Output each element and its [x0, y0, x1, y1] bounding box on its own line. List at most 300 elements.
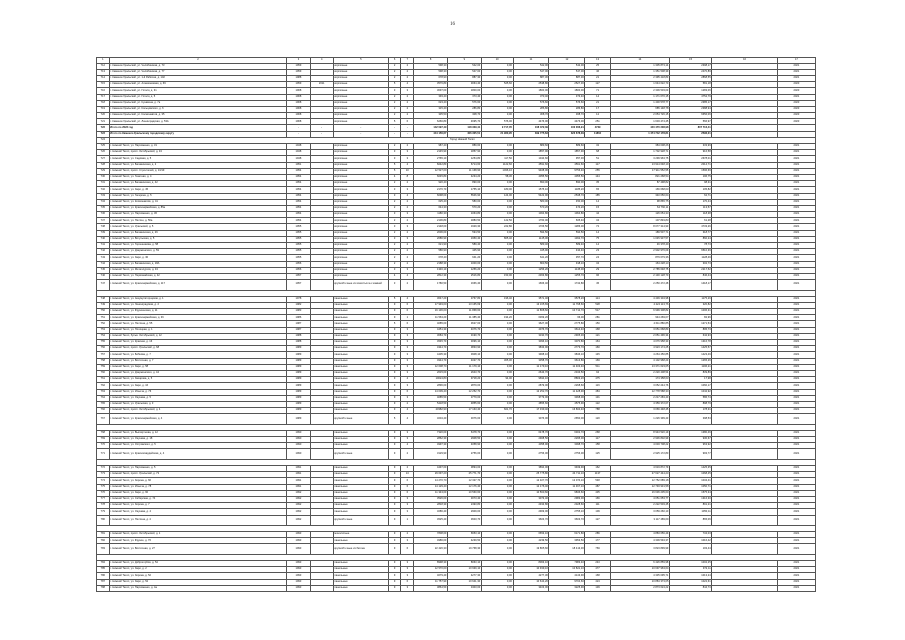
wall-material-cell: кирпичные	[333, 69, 388, 75]
nonresidential-area-cell: 0,00	[481, 94, 513, 100]
residents-cell: 14	[585, 243, 610, 249]
unit-cost-cell: 930,67	[669, 437, 711, 443]
nonresidential-area-cell: 0,00	[481, 340, 513, 346]
unit-cost-cell: 398,53	[669, 414, 711, 424]
residents-cell: 117	[585, 437, 610, 443]
residents-cell: 243	[585, 561, 610, 567]
unit-cost-cell: 302,73	[669, 261, 711, 267]
address-cell: г. Нижний Тагил, ул. Красноармейская, д. 4	[109, 414, 287, 424]
floors-cell: 3	[388, 280, 401, 290]
wall-material-cell: панельные	[333, 484, 388, 490]
total-area-cell: 12 527,00	[414, 168, 448, 174]
planned-year-cell: 2021	[777, 538, 815, 544]
private-area-cell: 2773,70	[549, 346, 585, 352]
dash-cell: -	[333, 125, 388, 131]
private-area-cell: 918,10	[549, 261, 585, 267]
entrances-cell: 13	[401, 472, 414, 478]
year-built-cell: 1991	[287, 472, 310, 478]
unit-cost-cell: 1034,41	[669, 478, 711, 484]
private-area-cell: 2268,60	[549, 383, 585, 389]
planned-year-cell: 2021	[777, 255, 815, 261]
dash-cell: -	[310, 125, 333, 131]
residents-cell: 65	[585, 187, 610, 193]
entrances-cell: 1	[401, 315, 414, 321]
premises-area-cell: 2909,00	[447, 509, 481, 515]
residential-area-cell: 13 165,69	[513, 302, 549, 308]
wall-material-cell: панельные	[333, 585, 388, 591]
private-area-cell: 6171,80	[549, 532, 585, 538]
planned-year-cell: 2021	[777, 346, 815, 352]
private-area-cell: 3613,80	[549, 358, 585, 364]
floors-cell: 9	[388, 302, 401, 308]
nonresidential-area-cell: 0,00	[481, 490, 513, 496]
floors-cell: 9	[388, 496, 401, 502]
entrances-cell: 3	[401, 395, 414, 401]
residents-cell: 487	[585, 484, 610, 490]
total-area-cell: 4344,70	[414, 346, 448, 352]
floors-cell: 2	[388, 100, 401, 106]
unit-cost-cell: 844,73	[669, 585, 711, 591]
total-area-cell: 2896,00	[414, 383, 448, 389]
address-cell: г. Каменск-Уральский, ул. Кунавина, д. 7а	[109, 100, 287, 106]
repair-cost-cell: 1 045 937,57	[610, 236, 669, 242]
planned-year-cell: 2021	[777, 395, 815, 401]
dash-cell: -	[401, 125, 414, 131]
nonresidential-area-cell: 0,00	[481, 389, 513, 395]
unit-cost-cell: 1283,06	[669, 88, 711, 94]
repair-cost-cell: 4 439 304,98	[610, 296, 669, 302]
wall-material-cell: панельные	[333, 579, 388, 585]
residents-cell: 44	[585, 212, 610, 218]
unit-cost-cell: 193,44	[669, 544, 711, 554]
residential-area-cell: 10 939,10	[513, 567, 549, 573]
year-built-cell: 1957	[287, 273, 310, 279]
private-area-cell: 4143,90	[549, 573, 585, 579]
column-number: 7	[401, 58, 414, 64]
residential-area-cell: 2493,80	[513, 503, 549, 509]
address-cell: г. Нижний Тагил, ул. Зорина, д. 52	[109, 573, 287, 579]
floors-cell: 2	[388, 181, 401, 187]
address-cell: г. Каменск-Уральский, ул. Гоголя, д. 5	[109, 94, 287, 100]
residents-cell: 185	[585, 193, 610, 199]
unit-cost-cell: 320,82	[669, 302, 711, 308]
residents-cell: 14	[585, 199, 610, 205]
repair-cost-cell: 166 668,03	[610, 187, 669, 193]
residential-area-cell: 3779,00	[513, 395, 549, 401]
address-cell: г. Нижний Тагил, ул. Восточная, д. 7	[109, 358, 287, 364]
repair-cost-cell: 1 171 070,15	[610, 94, 669, 100]
private-area-cell: 16 804,40	[549, 408, 585, 414]
residential-area-cell: 5422,90	[513, 193, 549, 199]
nonresidential-area-cell: 0,00	[481, 515, 513, 525]
private-area-cell: 1255,70	[549, 273, 585, 279]
total-area-cell: 4545,70	[414, 340, 448, 346]
nonresidential-area-cell: 0,00	[481, 478, 513, 484]
residents-cell: 424	[585, 579, 610, 585]
premises-area-cell: 12 176,40	[447, 484, 481, 490]
total-area-cell: 6045,80	[414, 174, 448, 180]
wall-material-cell: кирпичные	[333, 230, 388, 236]
unit-cost-cell: 2388,94	[669, 106, 711, 112]
residential-area-cell: 108 372,39	[513, 125, 549, 131]
total-area-cell: 2812,30	[414, 273, 448, 279]
residential-area-cell: 3073,40	[513, 496, 549, 502]
unit-cost-cell: 734,03	[669, 532, 711, 538]
wall-material-cell: крупнобл-чные	[333, 515, 388, 525]
private-area-cell: 890,00	[549, 181, 585, 187]
entrances-cell: 2	[401, 100, 414, 106]
address-cell: г. Нижний Тагил, ул. Вогульская, д. 5	[109, 236, 287, 242]
planned-year-cell: 2021	[777, 466, 815, 472]
floors-cell: 3	[388, 224, 401, 230]
year-built-cell: 1954	[287, 187, 310, 193]
column-number: 13	[585, 58, 610, 64]
planned-year-cell: 2021	[777, 401, 815, 407]
year-built-cell: 1989	[287, 389, 310, 395]
unit-cost-cell: 78,73	[669, 243, 711, 249]
year-built-cell: 1993	[287, 579, 310, 585]
year-built-cell: 1989	[287, 352, 310, 358]
total-area-cell: 1346,10	[414, 267, 448, 273]
unit-cost-cell: 61,28	[669, 218, 711, 224]
entrances-cell: 1	[401, 515, 414, 525]
total-area-cell: 678,90	[414, 75, 448, 81]
planned-year-cell: 2021	[777, 212, 815, 218]
row-number: 763	[97, 389, 110, 395]
column-number: 6	[388, 58, 401, 64]
year-built-cell: 1990	[287, 443, 310, 449]
floors-cell: 5	[388, 119, 401, 125]
row-number: 738	[97, 224, 110, 230]
row-number: 758	[97, 358, 110, 364]
repair-cost-cell: 64 760,11	[610, 205, 669, 211]
floors-cell: 3	[388, 156, 401, 162]
floors-cell: 9	[388, 327, 401, 333]
repair-cost-cell: 2 902 976,09	[610, 249, 669, 255]
planned-year-cell: 2021	[777, 579, 815, 585]
residents-cell: 21	[585, 75, 610, 81]
private-area-cell: 4055,50	[549, 174, 585, 180]
premises-area-cell: 580,00	[447, 199, 481, 205]
year-built-cell: 1993	[287, 585, 310, 591]
residential-area-cell: 11 179,10	[513, 364, 549, 370]
row-number: 728	[97, 162, 110, 168]
nonresidential-area-cell: 0,00	[481, 496, 513, 502]
premises-area-cell: 3064,40	[447, 82, 481, 88]
nonresidential-area-cell: 0,00	[481, 364, 513, 370]
repair-cost-cell: 2 250 472,48	[610, 280, 669, 290]
premises-area-cell: 12 327,70	[447, 478, 481, 484]
nonresidential-area-cell: 180,00	[481, 187, 513, 193]
row-number: 773	[97, 472, 110, 478]
repair-cost-cell: 2 785 648,75	[610, 267, 669, 273]
residential-area-cell: 4476,00	[513, 119, 549, 125]
residential-area-cell: 3908,10	[513, 352, 549, 358]
row-number: 737	[97, 218, 110, 224]
repair-cost-cell: 17 911 552,55	[610, 168, 669, 174]
nonresidential-area-cell: 0,00	[481, 579, 513, 585]
wall-material-cell: кирпичные	[333, 162, 388, 168]
entrances-cell: 3	[401, 212, 414, 218]
total-area-cell: 14 009,40	[414, 389, 448, 395]
repair-cost-cell: 2 217 283,40	[610, 395, 669, 401]
unit-cost-cell: 993,77	[669, 449, 711, 459]
residential-area-cell: 1145,00	[513, 236, 549, 242]
residential-area-cell: 641,20	[513, 255, 549, 261]
row-number: 757	[97, 352, 110, 358]
row-number: 752	[97, 321, 110, 327]
premises-area-cell: 118 329,41	[447, 125, 481, 131]
planned-year-cell: 2021	[777, 193, 815, 199]
floors-cell: 3	[388, 187, 401, 193]
max-cost-cell	[712, 515, 778, 525]
nonresidential-area-cell: 0,00	[481, 443, 513, 449]
wall-material-cell: панельные	[333, 389, 388, 395]
floors-cell: 9	[388, 358, 401, 364]
planned-year-cell: 2021	[777, 144, 815, 150]
total-area-cell: 29 697,20	[414, 472, 448, 478]
private-area-cell: 373,40	[549, 94, 585, 100]
entrances-cell: 3	[401, 346, 414, 352]
floors-cell: 9	[388, 383, 401, 389]
wall-material-cell: кирпичные	[333, 63, 388, 69]
residential-area-cell: 11 868,60	[513, 309, 549, 315]
address-cell: г. Нижний Тагил, ул. Пархоменко, д. 4а	[109, 585, 287, 591]
residential-area-cell: 286,80	[513, 106, 549, 112]
total-area-cell: 4944,70	[414, 358, 448, 364]
total-area-cell: 4997,30	[414, 443, 448, 449]
address-cell: г. Нижний Тагил, ул. Зари, д. 52	[109, 579, 287, 585]
wall-material-cell: кирпичные	[333, 100, 388, 106]
year-built-cell: 1955	[287, 249, 310, 255]
unit-cost-cell: 1050,71	[669, 484, 711, 490]
row-number: 729	[97, 168, 110, 174]
private-area-cell: 1145,00	[549, 267, 585, 273]
table-row	[97, 449, 816, 459]
address-cell: г. Нижний Тагил, ул. Горошникова, д. 58	[109, 243, 287, 249]
residential-area-cell: 860,50	[513, 261, 549, 267]
address-cell: г. Нижний Тагил, ул. Дзержинского, д. 59	[109, 249, 287, 255]
table-row	[97, 544, 816, 554]
address-cell: г. Нижний Тагил, ул. Бобкова, д. 7	[109, 352, 287, 358]
total-area-cell: 335,50	[414, 113, 448, 119]
premises-area-cell: 3627,00	[447, 321, 481, 327]
wall-material-cell: кирпичные	[333, 187, 388, 193]
residents-cell: 168	[585, 327, 610, 333]
wall-material-cell: панельные	[333, 333, 388, 339]
wall-material-cell: монолитные	[333, 532, 388, 538]
entrances-cell: 3	[401, 437, 414, 443]
wall-material-cell: панельные	[333, 472, 388, 478]
nonresidential-area-cell: 305,00	[481, 358, 513, 364]
year-built-cell: 1948	[287, 144, 310, 150]
residential-area-cell: 3571,40	[513, 296, 549, 302]
nonresidential-area-cell: 0,00	[481, 466, 513, 472]
premises-area-cell: 576,60	[447, 100, 481, 106]
repair-cost-cell: 46 378,49	[610, 243, 669, 249]
planned-year-cell: 2021	[777, 544, 815, 554]
repair-cost-cell: 126 054,33	[610, 212, 669, 218]
entrances-cell: 2	[401, 94, 414, 100]
year-built-cell: 1954	[287, 212, 310, 218]
residents-cell: 169	[585, 358, 610, 364]
nonresidential-area-cell: 0,00	[481, 430, 513, 436]
nonresidential-area-cell: 0,00	[481, 327, 513, 333]
year-built-cell: 1992	[287, 515, 310, 525]
entrances-cell: 4	[401, 273, 414, 279]
entrances-cell: 3	[401, 503, 414, 509]
planned-year-cell: 2021	[777, 567, 815, 573]
address-cell: г. Нижний Тагил, ул. Зорина, д. 66	[109, 478, 287, 484]
floors-cell: 3	[388, 193, 401, 199]
repair-cost-cell: 174 358,63	[610, 377, 669, 383]
premises-area-cell: 890,00	[447, 181, 481, 187]
row-number: 724	[97, 137, 110, 143]
total-area-cell: 12 608,70	[414, 364, 448, 370]
address-cell: г. Нижний Тагил, ул. Зари, д. 58	[109, 364, 287, 370]
repair-cost-cell: 27 627 444,23	[610, 472, 669, 478]
page-number: 16	[450, 22, 455, 27]
entrances-cell: 3	[401, 561, 414, 567]
unit-cost-cell: 1022,61	[669, 579, 711, 585]
repair-cost-cell: 4 102 968,23	[610, 358, 669, 364]
nonresidential-area-cell: 222,80	[481, 224, 513, 230]
wall-material-cell: панельные	[333, 503, 388, 509]
floors-cell: 3	[388, 267, 401, 273]
planned-year-cell: 2021	[777, 370, 815, 376]
unit-cost-cell: 6656,06	[669, 113, 711, 119]
address-cell: г. Каменск-Уральский, ул. Ленинградская, д. 53А	[109, 119, 287, 125]
floors-cell: 2	[388, 75, 401, 81]
repair-cost-cell: 164 228,13	[610, 261, 669, 267]
total-area-cell: 625,40	[414, 199, 448, 205]
floors-cell: 9	[388, 315, 401, 321]
address-cell: г. Каменск-Уральский, ул. Алюминиевая, д. 69	[109, 82, 287, 88]
nonresidential-area-cell: 196,40	[481, 296, 513, 302]
wall-material-cell: кирпичные	[333, 205, 388, 211]
row-number: 787	[97, 579, 110, 585]
residential-area-cell: 4855,60	[513, 401, 549, 407]
year-built-cell: 1956	[287, 261, 310, 267]
residential-area-cell: 8063,10	[513, 561, 549, 567]
wall-material-cell: кирпичные	[333, 193, 388, 199]
repair-cost-cell: 2 220 408,54	[610, 370, 669, 376]
nonresidential-area-cell: 0,00	[481, 538, 513, 544]
planned-year-cell: 2021	[777, 199, 815, 205]
unit-cost-cell: 1068,45	[669, 472, 711, 478]
wall-material-cell: панельные	[333, 383, 388, 389]
total-area-cell: 586,90	[414, 249, 448, 255]
premises-area-cell: 3603,70	[447, 515, 481, 525]
floors-cell: 9	[388, 478, 401, 484]
year-built-cell: 1992	[287, 509, 310, 515]
residents-cell: 116	[585, 383, 610, 389]
year-renovated-cell	[310, 449, 333, 459]
residential-area-cell: 3603,70	[513, 515, 549, 525]
repair-cost-cell: 1 474 742 178,81	[610, 131, 669, 137]
wall-material-cell: кирпичные	[333, 75, 388, 81]
entrances-cell: 2	[401, 532, 414, 538]
row-number: 723	[97, 131, 110, 137]
premises-area-cell: 1256,20	[447, 267, 481, 273]
unit-cost-cell: 1016,42	[669, 538, 711, 544]
wall-material-cell: панельные	[333, 538, 388, 544]
repair-cost-cell: 1 351 508,39	[610, 69, 669, 75]
premises-area-cell: 4277,30	[447, 573, 481, 579]
residents-cell: 21	[585, 100, 610, 106]
residents-cell: 788	[585, 408, 610, 414]
residents-cell: 548	[585, 478, 610, 484]
address-cell: г. Нижний Тагил, ул. Балакинская, д. 42	[109, 181, 287, 187]
residential-area-cell: 308,70	[513, 113, 549, 119]
premises-area-cell: 286,80	[447, 106, 481, 112]
floors-cell: 2	[388, 106, 401, 112]
table-row	[97, 515, 816, 525]
row-number: 766	[97, 408, 110, 414]
private-area-cell: 12 074,10	[549, 478, 585, 484]
private-area-cell: 576,60	[549, 100, 585, 106]
residents-cell: 177	[585, 538, 610, 544]
address-cell: г. Нижний Тагил, ул. Первомайская, д. 42	[109, 273, 287, 279]
residential-area-cell: 3358,70	[513, 358, 549, 364]
residential-area-cell: 3833,90	[513, 346, 549, 352]
private-area-cell: 434,40	[549, 249, 585, 255]
private-area-cell: 2650,00	[549, 414, 585, 424]
residential-area-cell: 3627,00	[513, 321, 549, 327]
wall-material-cell: панельные	[333, 358, 388, 364]
nonresidential-area-cell: 0,00	[481, 63, 513, 69]
nonresidential-area-cell: 0,00	[481, 150, 513, 156]
premises-area-cell: 1064,80	[447, 212, 481, 218]
residents-cell: 125	[585, 449, 610, 459]
private-area-cell: 100 006,91	[549, 125, 585, 131]
year-renovated-cell	[310, 544, 333, 554]
residential-area-cell: 1760,00	[513, 218, 549, 224]
planned-year-cell: 2021	[777, 174, 815, 180]
floors-cell: 5	[388, 296, 401, 302]
private-area-cell: 2538,70	[549, 193, 585, 199]
private-area-cell: 547,00	[549, 69, 585, 75]
residential-area-cell: 3190,70	[513, 333, 549, 339]
address-cell: г. Нижний Тагил, ул. Полоцкая, д. 1	[109, 327, 287, 333]
repair-cost-cell: 10 884 373,05	[610, 579, 669, 585]
residential-area-cell: 2909,00	[513, 509, 549, 515]
nonresidential-area-cell: 58,30	[481, 174, 513, 180]
private-area-cell: 1286,00	[549, 224, 585, 230]
residential-area-cell: 1800,00	[513, 88, 549, 94]
floors-cell: 9	[388, 573, 401, 579]
premises-area-cell: 889,60	[447, 144, 481, 150]
residential-area-cell: 570,20	[513, 205, 549, 211]
address-cell: г. Нижний Тагил, ул. Красноармейская, д. 85а	[109, 205, 287, 211]
year-renovated-cell	[310, 515, 333, 525]
year-built-cell: 1978	[287, 296, 310, 302]
row-number: 770	[97, 443, 110, 449]
year-built-cell: 1989	[287, 383, 310, 389]
wall-material-cell: панельные	[333, 346, 388, 352]
year-built-cell: 1955	[287, 230, 310, 236]
residents-cell: 96	[585, 273, 610, 279]
wall-material-cell: панельные	[333, 309, 388, 315]
nonresidential-area-cell: 0,00	[481, 414, 513, 424]
repair-cost-cell: 189 507,71	[610, 230, 669, 236]
total-area-cell: 393,40	[414, 94, 448, 100]
residential-area-cell: 12 176,40	[513, 484, 549, 490]
row-number: 734	[97, 199, 110, 205]
row-number: 769	[97, 437, 110, 443]
entrances-cell: 2	[401, 205, 414, 211]
premises-area-cell: 445,90	[447, 249, 481, 255]
